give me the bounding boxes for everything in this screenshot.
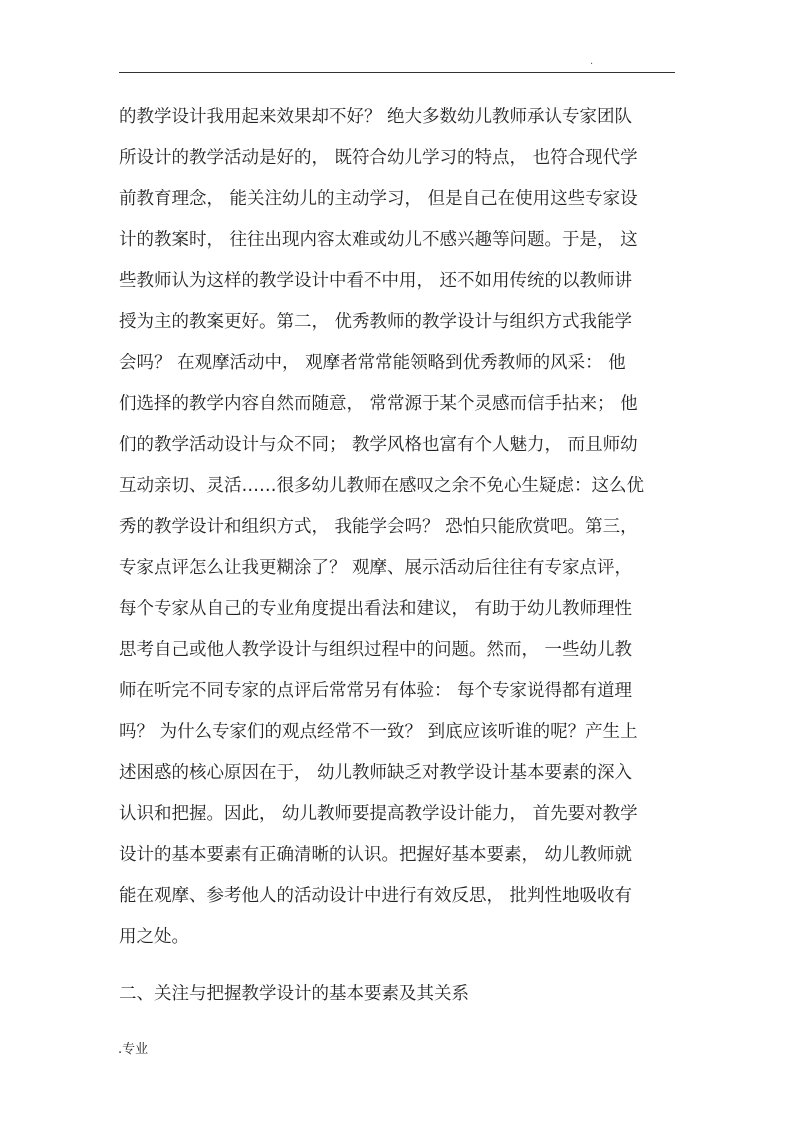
body-paragraph [119, 97, 679, 958]
header-mark: . [590, 56, 594, 67]
text-line: 吗？ 为什么专家们的观点经常不一致？ 到底应该听谁的呢？产生上 [119, 722, 638, 742]
text-line: 秀的教学设计和组织方式， 我能学会吗？ 恐怕只能欣赏吧。第三， [119, 517, 638, 537]
text-line: 前教育理念， 能关注幼儿的主动学习， 但是自己在使用这些专家设 [119, 189, 638, 209]
text-line: 所设计的教学活动是好的， 既符合幼儿学习的特点， 也符合现代学 [119, 148, 638, 168]
text-line: 的教学设计我用起来效果却不好？ 绝大多数幼儿教师承认专家团队 [119, 107, 633, 127]
footer-mark: .专业 [118, 1042, 149, 1057]
text-line: 授为主的教案更好。第二， 优秀教师的教学设计与组织方式我能学 [119, 312, 633, 332]
text-line: 们选择的教学内容自然而随意， 常常源于某个灵感而信手拈来； 他 [119, 394, 638, 414]
header-rule [119, 72, 675, 73]
text-line: 述困惑的核心原因在于， 幼儿教师缺乏对教学设计基本要素的深入 [119, 763, 633, 783]
text-line: 每个专家从自己的专业角度提出看法和建议， 有助于幼儿教师理性 [119, 599, 633, 619]
text-line: 思考自己或他人教学设计与组织过程中的问题。然而， 一些幼儿教 [119, 640, 633, 660]
text-line: 会吗？ 在观摩活动中， 观摩者常常能领略到优秀教师的风采： 他 [119, 353, 626, 373]
text-line: 计的教案时， 往往出现内容太难或幼儿不感兴趣等问题。于是， 这 [119, 230, 638, 250]
text-line: 能在观摩、参考他人的活动设计中进行有效反思， 批判性地吸收有 [119, 886, 633, 906]
text-line: 互动亲切、灵活……很多幼儿教师在感叹之余不免心生疑虑：这么优 [119, 476, 644, 496]
text-line: 认识和把握。因此， 幼儿教师要提高教学设计能力， 首先要对教学 [119, 804, 638, 824]
text-line: 设计的基本要素有正确清晰的认识。把握好基本要素， 幼儿教师就 [119, 845, 633, 865]
text-line: 专家点评怎么让我更糊涂了？ 观摩、展示活动后往往有专家点评， [119, 558, 633, 578]
text-line: 师在听完不同专家的点评后常常另有体验： 每个专家说得都有道理 [119, 681, 633, 701]
text-line: 用之处。 [119, 927, 189, 947]
text-line: 些教师认为这样的教学设计中看不中用， 还不如用传统的以教师讲 [119, 271, 633, 291]
section-heading: 二、关注与把握教学设计的基本要素及其关系 [119, 984, 469, 1004]
text-line: 们的教学活动设计与众不同； 教学风格也富有个人魅力， 而且师幼 [119, 435, 638, 455]
